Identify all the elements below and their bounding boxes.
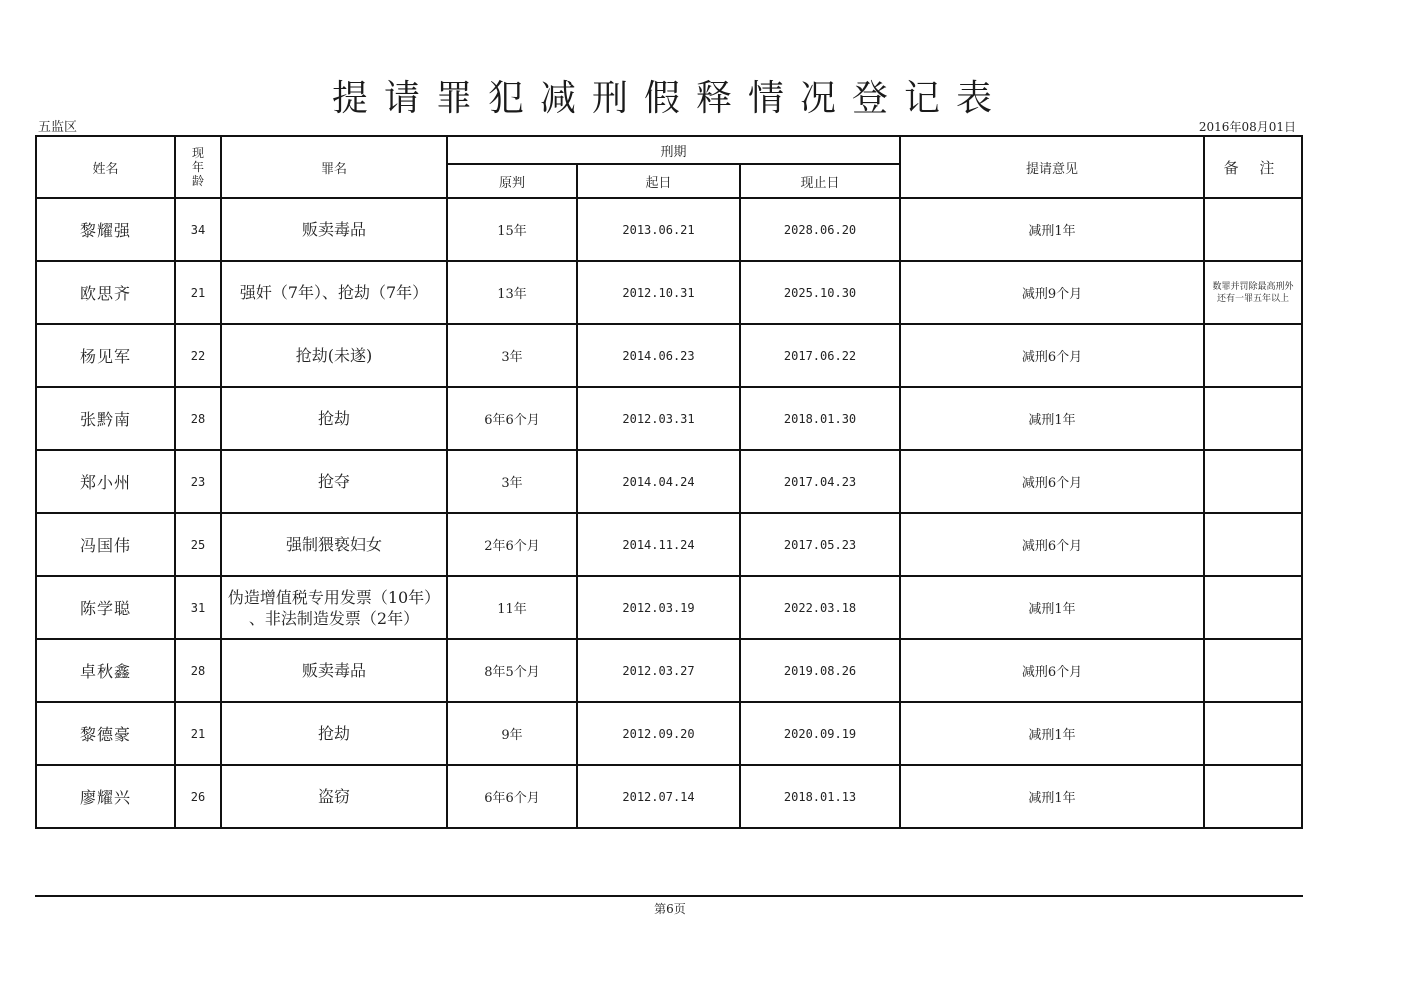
footer-divider: [35, 895, 1303, 897]
cell-age: 21: [175, 702, 221, 765]
table-row: [36, 324, 1302, 387]
cell-remarks: [1204, 576, 1302, 639]
cell-original-sentence: 9年: [447, 702, 577, 765]
cell-age: 25: [175, 513, 221, 576]
crime-line: 抢夺: [317, 472, 350, 491]
cell-original-sentence: 3年: [447, 324, 577, 387]
cell-name: 陈学聪: [36, 576, 175, 639]
cell-end-date: 2019.08.26: [740, 639, 900, 702]
cell-original-sentence: 6年6个月: [447, 765, 577, 828]
report-date: 2016年08月01日: [1198, 120, 1296, 134]
cell-age: 23: [175, 450, 221, 513]
remark-line: 数罪并罚除最高刑外: [1212, 281, 1294, 292]
cell-name: 黎德豪: [36, 702, 175, 765]
header-start-date: 起日: [577, 164, 740, 198]
cell-crime: [221, 324, 447, 387]
crime-line: 强制猥亵妇女: [285, 535, 382, 554]
cell-remarks: [1204, 198, 1302, 261]
table-row: [36, 702, 1302, 765]
cell-name: 郑小州: [36, 450, 175, 513]
cell-remarks: [1204, 765, 1302, 828]
cell-crime: [221, 198, 447, 261]
cell-crime: [221, 702, 447, 765]
crime-line: 、非法制造发票（2年）: [248, 608, 420, 628]
cell-original-sentence: 2年6个月: [447, 513, 577, 576]
crime-line: 贩卖毒品: [301, 220, 366, 239]
cell-end-date: 2018.01.30: [740, 387, 900, 450]
header-term: 刑期: [447, 136, 900, 164]
cell-start-date: 2012.10.31: [577, 261, 740, 324]
cell-age: 28: [175, 387, 221, 450]
cell-opinion: 减刑1年: [900, 576, 1204, 639]
cell-opinion: 减刑6个月: [900, 513, 1204, 576]
cell-crime: [221, 450, 447, 513]
table-row: [36, 198, 1302, 261]
cell-age: 21: [175, 261, 221, 324]
cell-age: 26: [175, 765, 221, 828]
header-age: [175, 136, 221, 198]
cell-name: 黎耀强: [36, 198, 175, 261]
cell-name: 杨见军: [36, 324, 175, 387]
cell-end-date: 2022.03.18: [740, 576, 900, 639]
header-end-date: 现止日: [740, 164, 900, 198]
crime-line: 抢劫(未遂): [295, 346, 373, 365]
cell-start-date: 2012.03.19: [577, 576, 740, 639]
cell-original-sentence: 15年: [447, 198, 577, 261]
cell-start-date: 2014.04.24: [577, 450, 740, 513]
register-table: [35, 135, 1303, 829]
table-row: [36, 387, 1302, 450]
header-age-char: 龄: [191, 174, 204, 188]
page-title: 提请罪犯减刑假释情况登记表: [331, 78, 1008, 119]
table-row: [36, 513, 1302, 576]
cell-end-date: 2018.01.13: [740, 765, 900, 828]
cell-original-sentence: 13年: [447, 261, 577, 324]
cell-name: 卓秋鑫: [36, 639, 175, 702]
cell-crime: [221, 513, 447, 576]
cell-original-sentence: 11年: [447, 576, 577, 639]
register-rows: [36, 198, 1302, 828]
cell-end-date: 2028.06.20: [740, 198, 900, 261]
table-row: [36, 576, 1302, 639]
cell-opinion: 减刑6个月: [900, 450, 1204, 513]
cell-original-sentence: 8年5个月: [447, 639, 577, 702]
header-remarks: 备 注: [1204, 136, 1302, 198]
cell-name: 张黔南: [36, 387, 175, 450]
header-age-char: 年: [191, 160, 204, 174]
table-row: [36, 450, 1302, 513]
crime-line: 盗窃: [317, 787, 350, 806]
table-row: [36, 261, 1302, 324]
cell-opinion: 减刑6个月: [900, 324, 1204, 387]
header-age-char: 现: [191, 146, 204, 160]
cell-start-date: 2012.07.14: [577, 765, 740, 828]
cell-end-date: 2017.05.23: [740, 513, 900, 576]
crime-line: 贩卖毒品: [301, 661, 366, 680]
cell-remarks: [1204, 513, 1302, 576]
header-opinion: 提请意见: [900, 136, 1204, 198]
cell-remarks: [1204, 261, 1302, 324]
cell-age: 28: [175, 639, 221, 702]
cell-remarks: [1204, 387, 1302, 450]
crime-line: 抢劫: [317, 409, 350, 428]
cell-opinion: 减刑9个月: [900, 261, 1204, 324]
cell-crime: [221, 387, 447, 450]
cell-start-date: 2012.03.27: [577, 639, 740, 702]
cell-start-date: 2014.11.24: [577, 513, 740, 576]
remark-line: 还有一罪五年以上: [1217, 293, 1290, 304]
cell-end-date: 2017.06.22: [740, 324, 900, 387]
cell-name: 冯国伟: [36, 513, 175, 576]
cell-remarks: [1204, 702, 1302, 765]
cell-age: 34: [175, 198, 221, 261]
cell-start-date: 2012.09.20: [577, 702, 740, 765]
cell-age: 22: [175, 324, 221, 387]
cell-crime: [221, 261, 447, 324]
cell-original-sentence: 6年6个月: [447, 387, 577, 450]
cell-start-date: 2012.03.31: [577, 387, 740, 450]
header-name: 姓名: [36, 136, 175, 198]
cell-crime: [221, 765, 447, 828]
cell-crime: [221, 639, 447, 702]
crime-line: 强奸（7年）、抢劫（7年）: [239, 283, 429, 302]
cell-name: 廖耀兴: [36, 765, 175, 828]
table-row: [36, 765, 1302, 828]
cell-opinion: 减刑1年: [900, 765, 1204, 828]
crime-line: 抢劫: [317, 724, 350, 743]
cell-start-date: 2013.06.21: [577, 198, 740, 261]
cell-opinion: 减刑6个月: [900, 639, 1204, 702]
cell-original-sentence: 3年: [447, 450, 577, 513]
cell-opinion: 减刑1年: [900, 702, 1204, 765]
cell-start-date: 2014.06.23: [577, 324, 740, 387]
cell-remarks: [1204, 639, 1302, 702]
cell-crime: [221, 576, 447, 639]
cell-opinion: 减刑1年: [900, 198, 1204, 261]
prison-unit: 五监区: [38, 120, 78, 135]
cell-end-date: 2025.10.30: [740, 261, 900, 324]
header-original-sentence: 原判: [447, 164, 577, 198]
cell-end-date: 2020.09.19: [740, 702, 900, 765]
cell-age: 31: [175, 576, 221, 639]
cell-opinion: 减刑1年: [900, 387, 1204, 450]
cell-end-date: 2017.04.23: [740, 450, 900, 513]
cell-name: 欧思齐: [36, 261, 175, 324]
page-number: 第6页: [654, 902, 686, 916]
cell-remarks: [1204, 324, 1302, 387]
header-crime: 罪名: [221, 136, 447, 198]
table-row: [36, 639, 1302, 702]
crime-line: 伪造增值税专用发票（10年）: [227, 587, 441, 607]
cell-remarks: [1204, 450, 1302, 513]
